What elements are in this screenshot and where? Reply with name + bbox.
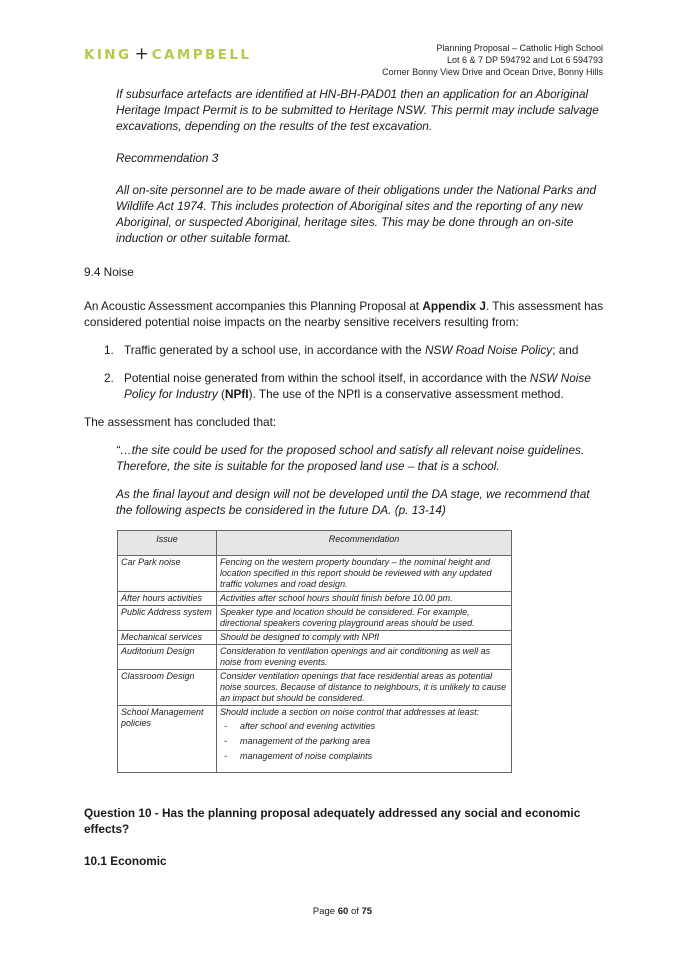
recommendation-cell: Activities after school hours should finish before 10.00 pm. [217,592,512,606]
table-row [118,556,512,592]
recommendation-3-title: Recommendation 3 [116,151,219,165]
issue-cell: Classroom Design [118,670,217,706]
column-header-issue: Issue [118,531,217,556]
logo-plus: + [134,44,149,64]
issue-cell: Public Address system [118,606,217,631]
header-line-2: Lot 6 & 7 DP 594792 and Lot 6 594793 [447,55,603,65]
recommendation-cell: Consider ventilation openings that face residential areas as potential noise sources. Because of distance to neighbours, it is unlikely to cause an impact but should be considered. [217,670,512,706]
list-item: - after school and evening activities [224,721,376,731]
quote-paragraph-1: “…the site could be used for the proposed school and satisfy all relevant noise guidelines. Therefore, the site is suitable for the proposed land use – that is a school. [116,443,585,473]
header-line-1: Planning Proposal – Catholic High School [436,43,603,53]
issue-cell: After hours activities [118,592,217,606]
policy-items-list [220,721,508,762]
table-row [118,631,512,645]
table-row [118,592,512,606]
page-number: Page 60 of 75 [312,906,373,917]
table-row [118,606,512,631]
table-row [118,706,512,773]
company-logo [84,44,251,64]
quote-paragraph-2: As the final layout and design will not be developed until the DA stage, we recommend that the following aspects be considered in the future DA. (p. 13-14) [116,487,590,517]
recommendation-3-text: All on-site personnel are to be made aware of their obligations under the National Parks and Wildlife Act 1974. This includes protection of Aboriginal sites and the reporting of any new Aboriginal, or suspected Aboriginal, heritage sites. This may be done through an on-site induction or other suitable format. [116,183,597,245]
list-item: - management of noise complaints [224,751,373,761]
noise-recommendations-table [117,530,512,773]
list-item: 2. Potential noise generated from within the school itself, in accordance with the NSW Noise Policy for Industry (NPfI). The use of the NPfI is a conservative assessment method. [104,371,591,401]
issue-cell: Car Park noise [118,556,217,592]
issue-cell: School Management policies [118,706,217,773]
table-row [118,645,512,670]
recommendation-cell: Fencing on the western property boundary – the nominal height and location specified in this report should be reviewed with any updated traffic volumes and road design. [217,556,512,592]
header-line-3: Corner Bonny View Drive and Ocean Drive, Bonny Hills [382,67,603,77]
table-header-row [118,531,512,556]
recommendation-cell: Should include a section on noise control that addresses at least: - after school and evening activities - management of the parking area - management of noise complaints [217,706,512,773]
list-item: 1. Traffic generated by a school use, in accordance with the NSW Road Noise Policy; and [104,343,579,357]
economic-subheading: 10.1 Economic [84,854,167,868]
document-header [382,42,603,78]
recommendation-cell: Consideration to ventilation openings and air conditioning as well as noise from evening events. [217,645,512,670]
appendix-reference: Appendix J [422,299,486,313]
logo-word-king: KING [84,47,132,63]
section-heading-noise: 9.4 Noise [84,265,134,279]
noise-source-list [84,342,604,402]
issue-cell: Auditorium Design [118,645,217,670]
recommendation-cell: Speaker type and location should be considered. For example, directional speakers covering playground areas should be used. [217,606,512,631]
conclusion-lead: The assessment has concluded that: [84,415,277,429]
page-body [84,86,604,869]
table-row [118,670,512,706]
permit-paragraph: If subsurface artefacts are identified at HN-BH-PAD01 then an application for an Aboriginal Heritage Impact Permit is to be submitted to Heritage NSW. This permit may include salvage excavations, depending on the results of the test excavation. [116,87,599,133]
recommendation-cell: Should be designed to comply with NPfI [217,631,512,645]
logo-word-campbell: CAMPBELL [151,47,252,63]
acoustic-intro-paragraph: An Acoustic Assessment accompanies this Planning Proposal at Appendix J. This assessment has considered potential noise impacts on the nearby sensitive receivers resulting from: [84,299,604,329]
question-10-heading: Question 10 - Has the planning proposal adequately addressed any social and economic effects? [84,806,581,836]
list-item: - management of the parking area [224,736,371,746]
column-header-recommendation: Recommendation [217,531,512,556]
issue-cell: Mechanical services [118,631,217,645]
